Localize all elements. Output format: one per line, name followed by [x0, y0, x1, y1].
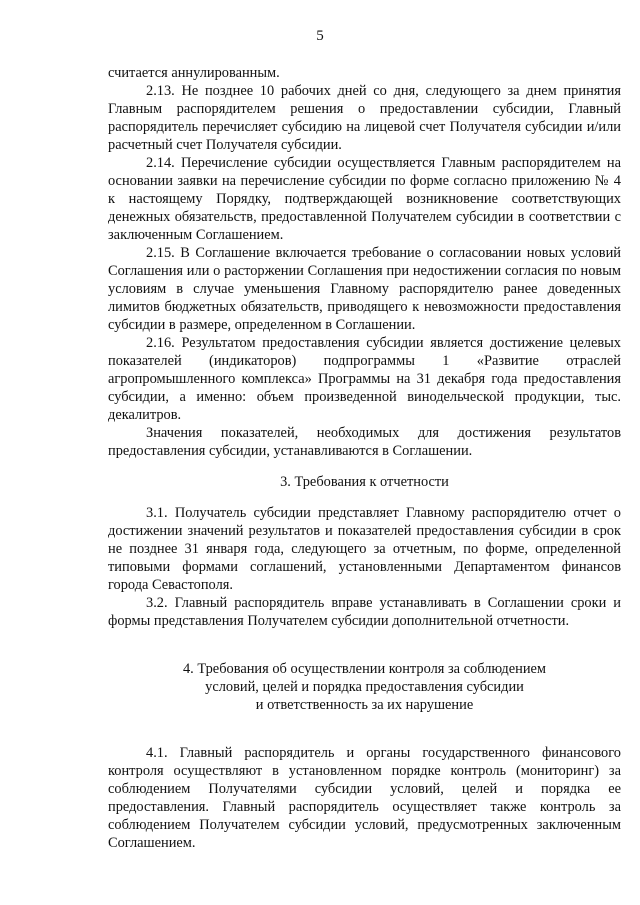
- paragraph-continuation: считается аннулированным.: [108, 65, 280, 81]
- paragraph-2-15: 2.15. В Соглашение включается требование о согласовании новых условий Соглашения или о расторжении Соглашения при недостижении согласия по новым условиям в случае уменьшения Главному распорядителю ранее доведенных лимитов бюджетных обязательств, приводящего к невозможности предоставления субсидии в размере, определенном в Соглашении.: [108, 245, 621, 333]
- page-number: 5: [316, 28, 324, 44]
- section-4-heading-line-2: условий, целей и порядка предоставления субсидии: [205, 679, 524, 695]
- section-3-heading: 3. Требования к отчетности: [280, 474, 449, 490]
- section-4-heading-line-1: 4. Требования об осуществлении контроля за соблюдением: [182, 661, 547, 677]
- paragraph-2-16: 2.16. Результатом предоставления субсидии является достижение целевых показателей (индикаторов) подпрограммы 1 «Развитие отраслей агропромышленного комплекса» Программы на 31 декабря года предоставления субсидии, а именно: объем произведенной винодельческой продукции, тыс. декалитров.: [108, 335, 621, 423]
- paragraph-2-14: 2.14. Перечисление субсидии осуществляется Главным распорядителем на основании заявки на перечисление субсидии по форме согласно приложению № 4 к настоящему Порядку, подтверждающей возникновение соответствующих денежных обязательств, предоставленной Получателем субсидии в соответствии с заключенным Соглашением.: [108, 155, 621, 243]
- paragraph-4-1: 4.1. Главный распорядитель и органы государственного финансового контроля осуществляют в установленном порядке контроль (мониторинг) за соблюдением Получателями субсидии условий, целей и порядка ее предоставления. Главный распорядитель осуществляет также контроль за соблюдением Получателем субсидии условий, предусмотренных заключенным Соглашением.: [108, 745, 621, 851]
- paragraph-indicator-values: Значения показателей, необходимых для достижения результатов предоставления субсидии, устанавливаются в Соглашении.: [108, 425, 621, 459]
- paragraph-3-1: 3.1. Получатель субсидии представляет Главному распорядителю отчет о достижении значений результатов и показателей предоставления субсидии в срок не позднее 31 января года, следующего за отчетным, по форме, определенной типовыми формами соглашений, установленными Департаментом финансов города Севастополя.: [108, 505, 621, 593]
- paragraph-2-13: 2.13. Не позднее 10 рабочих дней со дня, следующего за днем принятия Главным распорядителем решения о предоставлении субсидии, Главный распорядитель перечисляет субсидию на лицевой счет Получателя субсидии и/или расчетный счет Получателя субсидии.: [108, 83, 621, 153]
- paragraph-3-2: 3.2. Главный распорядитель вправе устанавливать в Соглашении сроки и формы представления Получателем субсидии дополнительной отчетности.: [108, 595, 621, 629]
- section-4-heading-line-3: и ответственность за их нарушение: [255, 697, 474, 713]
- document-body: [108, 64, 621, 852]
